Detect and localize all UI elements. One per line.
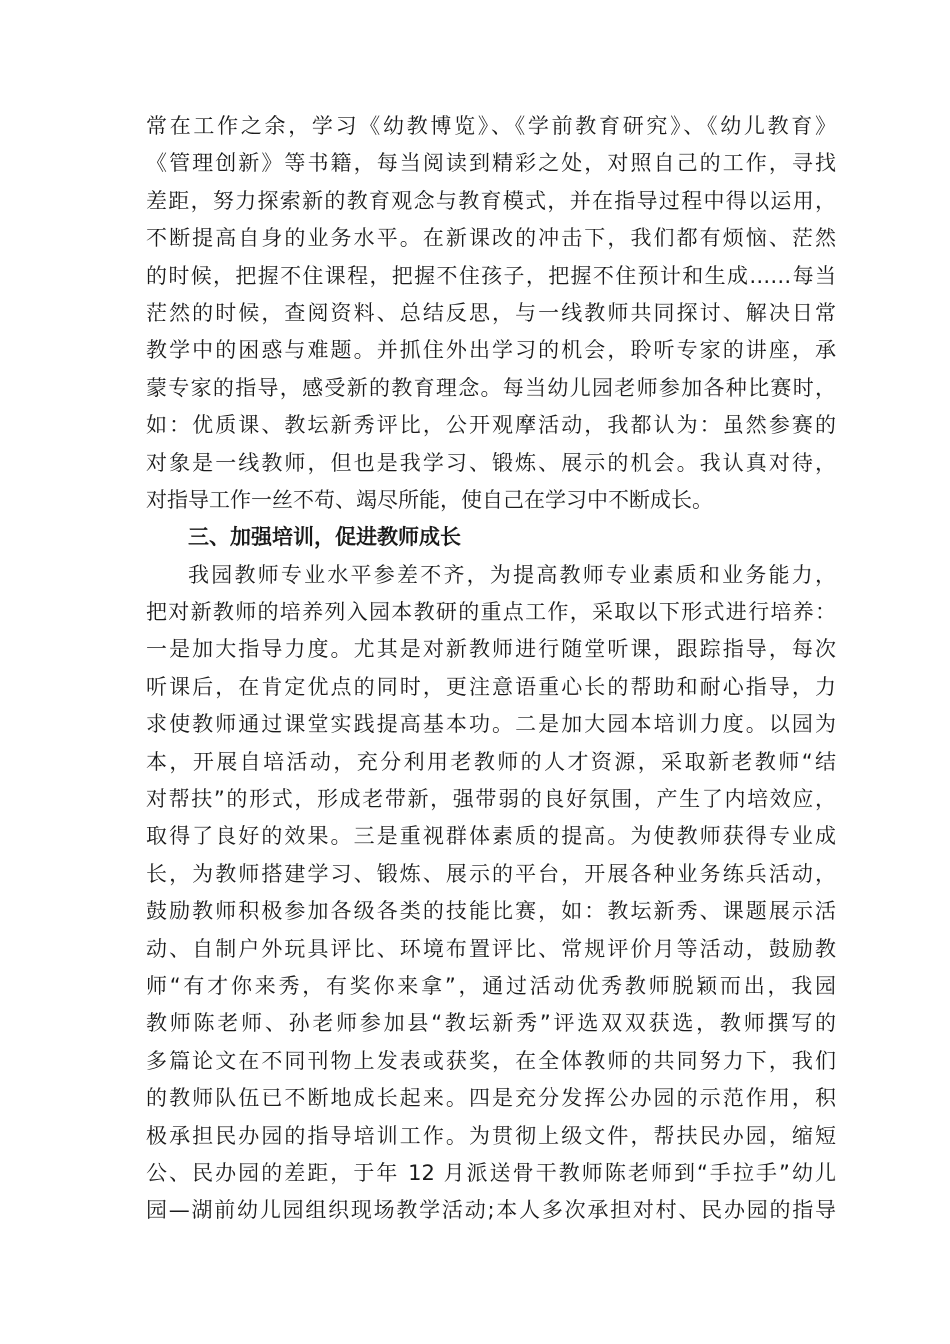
text-line: 园—湖前幼儿园组织现场教学活动;本人多次承担对村、民办园的指导	[146, 1198, 836, 1223]
text-line: 对指导工作一丝不苟、竭尽所能，使自己在学习中不断成长。	[146, 487, 713, 512]
text-line: 取得了良好的效果。三是重视群体素质的提高。为使教师获得专业成	[146, 824, 836, 849]
text-line: 《管理创新》等书籍，每当阅读到精彩之处，对照自己的工作，寻找	[146, 151, 836, 176]
text-line: 对象是一线教师，但也是我学习、锻炼、展示的机会。我认真对待，	[146, 450, 836, 475]
section-heading: 三、加强培训，促进教师成长	[188, 525, 461, 550]
text-line: 长，为教师搭建学习、锻炼、展示的平台，开展各种业务练兵活动，	[146, 861, 836, 886]
text-line: 多篇论文在不同刊物上发表或获奖，在全体教师的共同努力下，我们	[146, 1048, 836, 1073]
document-body	[146, 108, 836, 1230]
text-line: 差距，努力探索新的教育观念与教育模式，并在指导过程中得以运用，	[146, 188, 836, 213]
text-line: 的时候，把握不住课程，把握不住孩子，把握不住预计和生成……每当	[146, 263, 836, 288]
paragraph-2	[146, 557, 836, 1230]
text-line: 一是加大指导力度。尤其是对新教师进行随堂听课，跟踪指导，每次	[146, 637, 836, 662]
text-line: 对帮扶”的形式，形成老带新，强带弱的良好氛围，产生了内培效应，	[146, 787, 836, 812]
paragraph-1	[146, 108, 836, 519]
text-line: 教学中的困惑与难题。并抓住外出学习的机会，聆听专家的讲座，承	[146, 338, 836, 363]
text-line: 本，开展自培活动，充分利用老教师的人才资源，采取新老教师“结	[146, 749, 836, 774]
text-line: 极承担民办园的指导培训工作。为贯彻上级文件，帮扶民办园，缩短	[146, 1123, 836, 1148]
text-line: 听课后，在肯定优点的同时，更注意语重心长的帮助和耐心指导，力	[146, 674, 836, 699]
text-line: 师“有才你来秀，有奖你来拿”，通过活动优秀教师脱颖而出，我园	[146, 973, 836, 998]
text-line: 教师陈老师、孙老师参加县“教坛新秀”评选双双获选，教师撰写的	[146, 1011, 836, 1036]
text-line: 的教师队伍已不断地成长起来。四是充分发挥公办园的示范作用，积	[146, 1086, 836, 1111]
text-line: 不断提高自身的业务水平。在新课改的冲击下，我们都有烦恼、茫然	[146, 226, 836, 251]
text-line: 我园教师专业水平参差不齐，为提高教师专业素质和业务能力，	[188, 562, 836, 587]
text-line: 把对新教师的培养列入园本教研的重点工作，采取以下形式进行培养：	[146, 600, 836, 625]
text-line: 鼓励教师积极参加各级各类的技能比赛，如：教坛新秀、课题展示活	[146, 899, 836, 924]
text-line: 动、自制户外玩具评比、环境布置评比、常规评价月等活动，鼓励教	[146, 936, 836, 961]
text-line: 常在工作之余，学习《幼教博览》、《学前教育研究》、《幼儿教育》	[146, 114, 836, 138]
text-line: 茫然的时候，查阅资料、总结反思，与一线教师共同探讨、解决日常	[146, 300, 836, 325]
text-line: 如：优质课、教坛新秀评比，公开观摩活动，我都认为：虽然参赛的	[146, 413, 836, 438]
text-line: 公、民办园的差距，于年 12 月派送骨干教师陈老师到“手拉手”幼儿	[146, 1160, 836, 1185]
text-line: 求使教师通过课堂实践提高基本功。二是加大园本培训力度。以园为	[146, 712, 836, 737]
text-line: 蒙专家的指导，感受新的教育理念。每当幼儿园老师参加各种比赛时，	[146, 375, 836, 400]
